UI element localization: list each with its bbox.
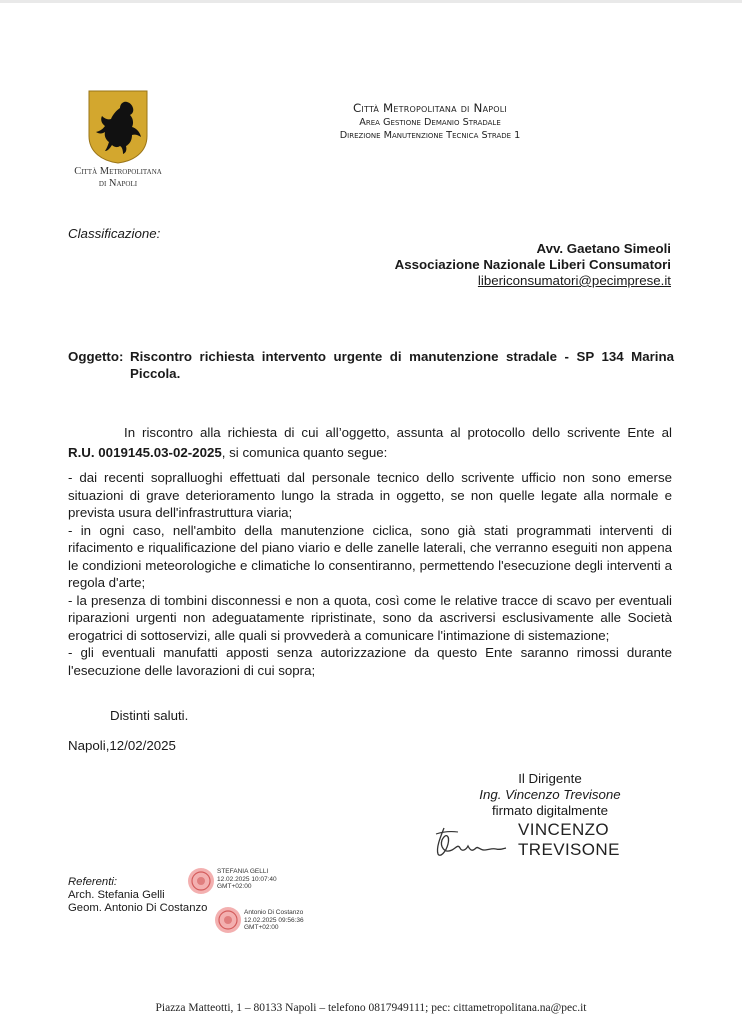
subject-label: Oggetto: — [68, 349, 124, 364]
protocol-number: R.U. 0019145.03-02-2025 — [68, 445, 222, 460]
signature-last-name: TREVISONE — [518, 840, 620, 859]
direction-name: Direzione Manutenzione Tecnica Strade 1 — [339, 130, 521, 141]
list-item: - in ogni caso, nell'ambito della manutenzione ciclica, sono già stati programmati interventi di rifacimento e riqualificazione del piano viario e delle zanelle laterali, che verranno eseguiti non appena le condizioni meteorologiche e climatiche lo consentiranno, permettendo l'esecuzione degli interventi a regola d'arte; — [68, 522, 672, 590]
stamp-1-date: 12.02.2025 10:07:40 — [217, 875, 277, 883]
stamp-1-text — [217, 868, 277, 891]
protocol-line — [68, 444, 672, 462]
subject-line-1: Riscontro richiesta intervento urgente di manutenzione stradale - SP 134 Marina — [130, 349, 674, 364]
referent-1: Arch. Stefania Gelli — [68, 889, 165, 901]
logo-caption-line1: Città Metropolitana — [74, 166, 162, 177]
closing-greeting: Distinti saluti. — [110, 708, 189, 723]
place-and-date: Napoli,12/02/2025 — [68, 738, 176, 753]
coat-of-arms-logo — [88, 90, 148, 164]
recipient-email-link[interactable]: libericonsumatori@pecimprese.it — [477, 273, 671, 288]
digital-signature-name — [518, 820, 620, 860]
referent-2: Geom. Antonio Di Costanzo — [68, 902, 208, 914]
signatory-name: Ing. Vincenzo Trevisone — [479, 787, 621, 802]
stamp-1-signer: STEFANIA GELLI — [217, 868, 269, 875]
referents-title: Referenti: — [68, 876, 117, 888]
list-item: - la presenza di tombini disconnessi e non a quota, così come le relative tracce di scavo per eventuali riparazioni urgenti non adeguatamente ripristinate, sono da ascriversi esclusivamente alle Società erogatrici di sottoservizi, alle quali si provvederà a comunicare l'intimazione di sistemazione; — [68, 592, 672, 643]
footer-contact: Piazza Matteotti, 1 – 80133 Napoli – telefono 0817949111; pec: cittametropolitana.na@pec.it — [155, 1002, 587, 1014]
stamp-2-signer: Antonio Di Costanzo — [244, 909, 304, 916]
digital-signature-note: firmato digitalmente — [491, 803, 609, 818]
stamp-2-date: 12.02.2025 09:56:36 — [244, 916, 304, 924]
intro-paragraph: In riscontro alla richiesta di cui all’oggetto, assunta al protocollo dello scrivente Ente al — [124, 425, 672, 440]
stamp-2-text — [244, 909, 304, 932]
signature-first-name: VINCENZO — [518, 820, 610, 839]
recipient-block — [395, 241, 671, 289]
signatory-role: Il Dirigente — [518, 771, 582, 786]
institution-name: Città Metropolitana di Napoli — [353, 101, 507, 115]
top-rule — [0, 0, 742, 3]
classification-label: Classificazione: — [68, 226, 161, 241]
stamp-1-timezone: GMT+02:00 — [217, 883, 252, 890]
findings-list — [68, 469, 672, 679]
logo-caption — [58, 166, 178, 190]
recipient-name: Avv. Gaetano Simeoli — [536, 241, 671, 256]
digital-signature-stamp-icon — [187, 867, 215, 895]
subject-block — [68, 348, 674, 382]
handwritten-signature — [430, 820, 510, 862]
digital-signature-stamp-icon — [214, 906, 242, 934]
signatory-block — [450, 771, 650, 819]
stamp-2-timezone: GMT+02:00 — [244, 924, 279, 931]
area-name: Area Gestione Demanio Stradale — [359, 117, 501, 128]
list-item: - gli eventuali manufatti apposti senza autorizzazione da questo Ente saranno rimossi durante l'esecuzione delle lavorazioni di cui sopra; — [68, 645, 672, 678]
list-item: - dai recenti sopralluoghi effettuati dal personale tecnico dello scrivente ufficio non sono emerse situazioni di grave deterioramento lungo la strada in oggetto, se non quelle legate alla normale e prevista usura dell'infrastruttura viaria; — [68, 470, 672, 520]
letterhead — [300, 101, 560, 142]
subject-line-2: Piccola. — [130, 366, 181, 381]
logo-caption-line2: di Napoli — [98, 178, 138, 189]
protocol-tail: , si comunica quanto segue: — [221, 445, 388, 460]
recipient-association: Associazione Nazionale Liberi Consumatori — [394, 257, 671, 272]
